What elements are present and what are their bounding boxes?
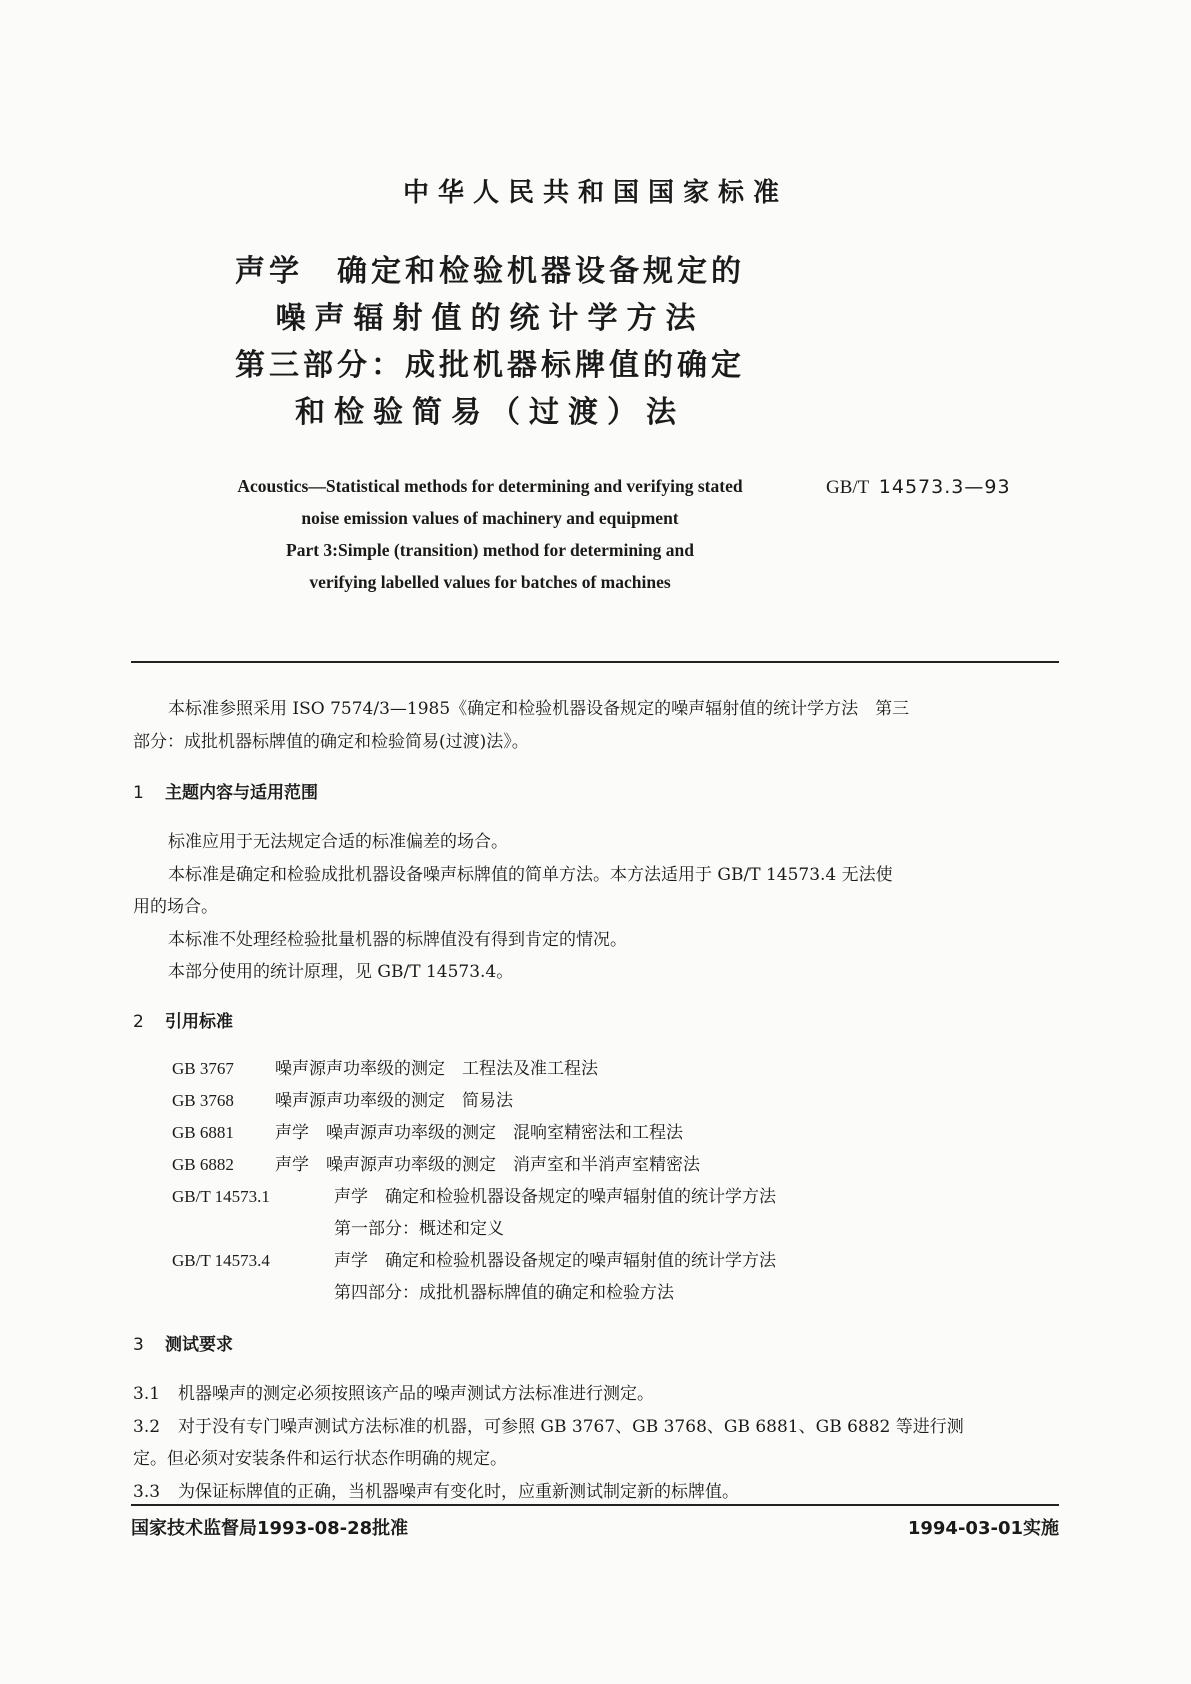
reference-row: [172, 1054, 598, 1079]
section-3-number: 3: [133, 1335, 144, 1355]
reference-row: [172, 1246, 776, 1271]
footer-divider: [131, 1504, 1059, 1506]
clause-3-2-continuation: 定。但必须对安装条件和运行状态作明确的规定。: [133, 1449, 507, 1469]
standard-code-prefix: GB/T: [826, 477, 870, 498]
clause-3-3: [133, 1477, 739, 1502]
reference-row: [172, 1182, 776, 1207]
reference-text: 噪声源声功率级的测定 简易法: [275, 1091, 513, 1111]
clause-number: 3.3: [133, 1482, 161, 1502]
section-2-title: 引用标准: [165, 1012, 233, 1032]
intro-line-2: 部分：成批机器标牌值的确定和检验简易(过渡)法》。: [133, 732, 529, 752]
section-1-para-2-line-1: 本标准是确定和检验成批机器设备噪声标牌值的简单方法。本方法适用于 GB/T 14573.4 无法使: [168, 865, 893, 885]
reference-row: [172, 1150, 700, 1175]
clause-3-1: [133, 1379, 654, 1404]
section-1-para-2-line-2: 用的场合。: [133, 897, 218, 917]
clause-text: 对于没有专门噪声测试方法标准的机器，可参照 GB 3767、GB 3768、GB 6881、GB 6882 等进行测: [178, 1417, 964, 1437]
en-title-line-2: noise emission values of machinery and equipment: [301, 508, 679, 528]
reference-code: GB 3767: [172, 1059, 234, 1078]
reference-row: [172, 1118, 683, 1143]
section-1-para-4: 本部分使用的统计原理，见 GB/T 14573.4。: [168, 962, 514, 982]
cn-title-line-4: 和检验简易（过渡）法: [295, 395, 685, 430]
approval-date: 国家技术监督局1993-08-28批准: [131, 1518, 409, 1539]
effective-date: 1994-03-01实施: [907, 1518, 1059, 1539]
section-1-number: 1: [133, 783, 144, 803]
section-3-title: 测试要求: [165, 1335, 233, 1355]
clause-text: 为保证标牌值的正确，当机器噪声有变化时，应重新测试制定新的标牌值。: [178, 1482, 739, 1502]
reference-code: GB 3768: [172, 1091, 234, 1110]
national-standard-heading: 中华人民共和国国家标准: [402, 178, 788, 208]
clause-text: 机器噪声的测定必须按照该产品的噪声测试方法标准进行测定。: [178, 1384, 654, 1404]
cn-title-line-1: 声学 确定和检验机器设备规定的: [235, 254, 745, 289]
reference-continuation: 第一部分：概述和定义: [334, 1219, 504, 1239]
standard-code-number: 14573.3—93: [878, 476, 1011, 498]
reference-row: [172, 1086, 513, 1111]
reference-text: 声学 噪声源声功率级的测定 消声室和半消声室精密法: [275, 1155, 700, 1175]
reference-text: 声学 确定和检验机器设备规定的噪声辐射值的统计学方法: [334, 1187, 776, 1207]
reference-code: GB/T 14573.1: [172, 1187, 270, 1206]
reference-text: 噪声源声功率级的测定 工程法及准工程法: [275, 1059, 598, 1079]
cn-title-line-2: 噪声辐射值的统计学方法: [275, 301, 705, 336]
clause-number: 3.2: [133, 1417, 161, 1437]
en-title-line-3: Part 3:Simple (transition) method for determining and: [286, 540, 694, 560]
section-2-heading: [133, 1007, 233, 1032]
section-1-para-3: 本标准不处理经检验批量机器的标牌值没有得到肯定的情况。: [168, 930, 627, 950]
en-title-line-1: Acoustics—Statistical methods for determining and verifying stated: [237, 476, 743, 496]
en-title-line-4: verifying labelled values for batches of machines: [309, 572, 671, 592]
section-1-heading: [133, 778, 318, 803]
section-2-number: 2: [133, 1012, 144, 1032]
reference-code: GB/T 14573.4: [172, 1251, 270, 1270]
reference-code: GB 6881: [172, 1123, 234, 1142]
clause-number: 3.1: [133, 1384, 161, 1404]
cn-title-line-3: 第三部分：成批机器标牌值的确定: [235, 348, 745, 383]
reference-text: 声学 确定和检验机器设备规定的噪声辐射值的统计学方法: [334, 1251, 776, 1271]
reference-continuation: 第四部分：成批机器标牌值的确定和检验方法: [334, 1283, 674, 1303]
header-divider: [131, 661, 1059, 663]
clause-3-2: [133, 1412, 964, 1437]
section-1-para-1: 标准应用于无法规定合适的标准偏差的场合。: [168, 832, 508, 852]
section-1-title: 主题内容与适用范围: [165, 783, 318, 803]
standard-code: [826, 476, 1011, 499]
reference-text: 声学 噪声源声功率级的测定 混响室精密法和工程法: [275, 1123, 683, 1143]
reference-code: GB 6882: [172, 1155, 234, 1174]
section-3-heading: [133, 1330, 233, 1355]
intro-line-1: 本标准参照采用 ISO 7574/3—1985《确定和检验机器设备规定的噪声辐射值的统计学方法 第三: [168, 699, 910, 719]
